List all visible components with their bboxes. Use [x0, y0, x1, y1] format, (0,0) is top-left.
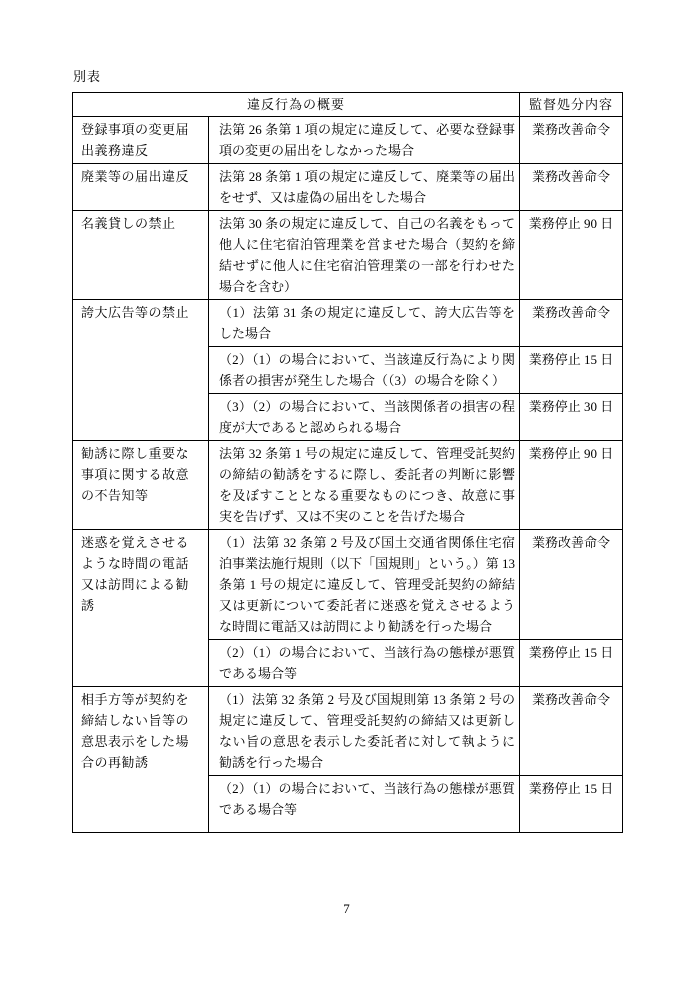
- violation-detail-cell: （2）（1）の場合において、当該違反行為により関係者の損害が発生した場合（（3）の場合を除く）: [209, 347, 520, 394]
- table-header-row: [73, 93, 623, 117]
- table-row: [73, 300, 623, 347]
- appendix-table-label: 別表: [73, 69, 102, 84]
- page-number: 7: [343, 901, 350, 916]
- violations-table-body: [73, 117, 623, 833]
- supervisory-action-cell: 業務改善命令: [520, 687, 623, 776]
- supervisory-action-cell: 業務改善命令: [520, 117, 623, 164]
- violation-category-cell: 登録事項の変更届出義務違反: [73, 117, 209, 164]
- table-row: [73, 164, 623, 211]
- violation-detail-cell: 法第 28 条第 1 項の規定に違反して、廃業等の届出をせず、又は虚偽の届出をした場合: [209, 164, 520, 211]
- violation-detail-cell: 法第 26 条第 1 項の規定に違反して、必要な登録事項の変更の届出をしなかった場合: [209, 117, 520, 164]
- violation-detail-cell: 法第 32 条第 1 号の規定に違反して、管理受託契約の締結の勧誘をするに際し、委託者の判断に影響を及ぼすこととなる重要なものにつき、故意に事実を告げず、又は不実のことを告げた場合: [209, 441, 520, 530]
- violation-category-cell: 誇大広告等の禁止: [73, 300, 209, 441]
- table-row: [73, 211, 623, 300]
- table-row: [73, 117, 623, 164]
- supervisory-action-cell: 業務改善命令: [520, 300, 623, 347]
- header-supervisory-action: 監督処分内容: [520, 93, 623, 117]
- violation-detail-cell: （1）法第 31 条の規定に違反して、誇大広告等をした場合: [209, 300, 520, 347]
- supervisory-action-cell: 業務停止 15 日: [520, 347, 623, 394]
- violation-category-cell: 勧誘に際し重要な事項に関する故意の不告知等: [73, 441, 209, 530]
- table-row: [73, 441, 623, 530]
- supervisory-action-cell: 業務改善命令: [520, 164, 623, 211]
- supervisory-action-cell: 業務停止 90 日: [520, 441, 623, 530]
- violation-detail-cell: （2）（1）の場合において、当該行為の態様が悪質である場合等: [209, 776, 520, 833]
- table-row: [73, 687, 623, 776]
- table-row: [73, 530, 623, 640]
- violation-detail-cell: （3）（2）の場合において、当該関係者の損害の程度が大であると認められる場合: [209, 394, 520, 441]
- violation-category-cell: 相手方等が契約を締結しない旨等の意思表示をした場合の再勧誘: [73, 687, 209, 833]
- supervisory-action-cell: 業務停止 30 日: [520, 394, 623, 441]
- violation-detail-cell: （2）（1）の場合において、当該行為の態様が悪質である場合等: [209, 640, 520, 687]
- supervisory-action-cell: 業務改善命令: [520, 530, 623, 640]
- violation-detail-cell: （1）法第 32 条第 2 号及び国規則第 13 条第 2 号の規定に違反して、管理受託契約の締結又は更新しない旨の意思を表示した委託者に対して執ように勧誘を行った場合: [209, 687, 520, 776]
- violation-detail-cell: 法第 30 条の規定に違反して、自己の名義をもって他人に住宅宿泊管理業を営ませた場合（契約を締結せずに他人に住宅宿泊管理業の一部を行わせた場合を含む）: [209, 211, 520, 300]
- supervisory-action-cell: 業務停止 90 日: [520, 211, 623, 300]
- supervisory-action-cell: 業務停止 15 日: [520, 776, 623, 833]
- violation-category-cell: 名義貸しの禁止: [73, 211, 209, 300]
- violation-detail-cell: （1）法第 32 条第 2 号及び国土交通省関係住宅宿泊事業法施行規則（以下「国規則」という。）第 13 条第 1 号の規定に違反して、管理受託契約の締結又は更新について委託者に迷惑を覚えさせるような時間に電話又は訪問により勧誘を行った場合: [209, 530, 520, 640]
- supervisory-action-cell: 業務停止 15 日: [520, 640, 623, 687]
- violations-table: [72, 92, 623, 833]
- violation-category-cell: 廃業等の届出違反: [73, 164, 209, 211]
- violation-category-cell: 迷惑を覚えさせるような時間の電話又は訪問による勧誘: [73, 530, 209, 687]
- header-violation-overview: 違反行為の概要: [73, 93, 520, 117]
